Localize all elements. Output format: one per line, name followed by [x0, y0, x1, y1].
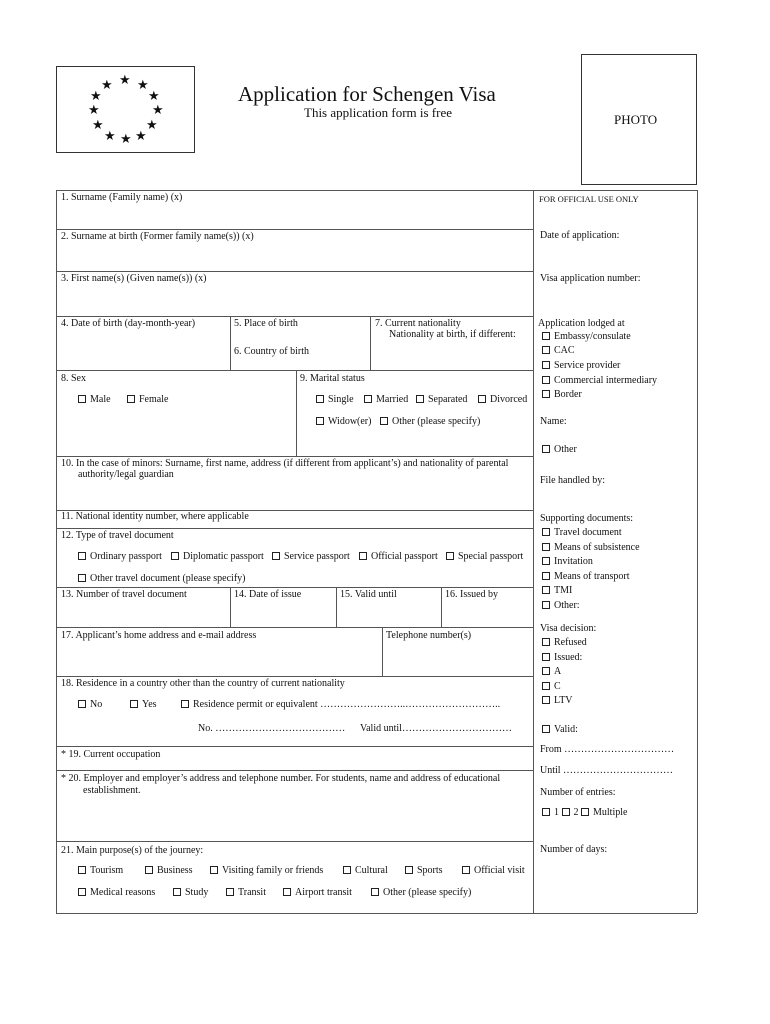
- residence-permit-valid-until[interactable]: Valid until……………………………: [360, 723, 512, 734]
- star-icon: ★: [92, 117, 104, 132]
- purpose-business-option[interactable]: Business: [145, 865, 193, 877]
- checkbox[interactable]: [145, 866, 153, 874]
- decision-ltv-option: LTV: [542, 695, 573, 707]
- checkbox[interactable]: [462, 866, 470, 874]
- checkbox[interactable]: [181, 700, 189, 708]
- field-3-first-names[interactable]: 3. First name(s) (Given name(s)) (x): [61, 273, 207, 284]
- checkbox: [542, 725, 550, 733]
- checkbox: [542, 682, 550, 690]
- checkbox[interactable]: [416, 395, 424, 403]
- checkbox[interactable]: [446, 552, 454, 560]
- residence-permit-number[interactable]: No. …………………………………: [198, 723, 346, 734]
- doc-service-option[interactable]: Service passport: [272, 551, 350, 563]
- star-icon: ★: [135, 128, 147, 143]
- official-supporting-docs: Supporting documents:: [540, 513, 634, 524]
- lodged-service-provider-option: Service provider: [542, 360, 620, 372]
- official-lodged-at: Application lodged at: [538, 318, 625, 329]
- checkbox[interactable]: [78, 700, 86, 708]
- official-visa-number: Visa application number:: [540, 273, 641, 284]
- field-17-home-address[interactable]: 17. Applicant’s home address and e-mail address: [61, 630, 257, 641]
- official-from: From ……………………………: [540, 744, 675, 755]
- checkbox[interactable]: [130, 700, 138, 708]
- checkbox: [542, 572, 550, 580]
- field-17-telephone[interactable]: Telephone number(s): [386, 630, 472, 641]
- checkbox[interactable]: [316, 395, 324, 403]
- sex-male-option[interactable]: Male: [78, 394, 111, 406]
- checkbox[interactable]: [173, 888, 181, 896]
- doc-special-option[interactable]: Special passport: [446, 551, 523, 563]
- field-13-doc-number[interactable]: 13. Number of travel document: [61, 589, 187, 600]
- checkbox: [542, 653, 550, 661]
- checkbox[interactable]: [343, 866, 351, 874]
- field-21-purpose: 21. Main purpose(s) of the journey:: [61, 845, 204, 856]
- checkbox[interactable]: [78, 395, 86, 403]
- star-icon: ★: [148, 88, 160, 103]
- checkbox: [542, 445, 550, 453]
- sex-female-option[interactable]: Female: [127, 394, 168, 406]
- official-number-of-entries: Number of entries:: [540, 787, 616, 798]
- checkbox: [542, 638, 550, 646]
- official-date-of-application: Date of application:: [540, 230, 620, 241]
- purpose-medical-option[interactable]: Medical reasons: [78, 887, 155, 899]
- checkbox[interactable]: [78, 888, 86, 896]
- official-until: Until ……………………………: [540, 765, 674, 776]
- lodged-cac-option: CAC: [542, 345, 575, 357]
- checkbox: [542, 667, 550, 675]
- support-subsistence-option: Means of subsistence: [542, 542, 640, 554]
- checkbox: [542, 696, 550, 704]
- checkbox[interactable]: [78, 552, 86, 560]
- page-title: Application for Schengen Visa: [238, 82, 496, 106]
- checkbox[interactable]: [78, 866, 86, 874]
- field-14-date-of-issue[interactable]: 14. Date of issue: [234, 589, 302, 600]
- star-icon: ★: [90, 88, 102, 103]
- field-18-residence: 18. Residence in a country other than the country of current nationality: [61, 678, 345, 689]
- purpose-study-option[interactable]: Study: [173, 887, 208, 899]
- field-2-surname-at-birth[interactable]: 2. Surname at birth (Former family name(s)) (x): [61, 231, 254, 242]
- doc-ordinary-option[interactable]: Ordinary passport: [78, 551, 162, 563]
- decision-a-option: A: [542, 666, 561, 678]
- lodged-commercial-option: Commercial intermediary: [542, 375, 657, 387]
- checkbox[interactable]: [380, 417, 388, 425]
- checkbox: [542, 543, 550, 551]
- marital-widow-option[interactable]: Widow(er): [316, 416, 371, 428]
- lodged-border-option: Border: [542, 389, 582, 401]
- field-10-minors[interactable]: 10. In the case of minors: Surname, first name, address (if different from applicant’s) and nationality of parental: [61, 458, 509, 469]
- checkbox[interactable]: [364, 395, 372, 403]
- lodged-other-option: Other: [542, 444, 577, 456]
- star-icon: ★: [120, 131, 132, 146]
- checkbox[interactable]: [405, 866, 413, 874]
- star-icon: ★: [119, 72, 131, 87]
- checkbox: [542, 601, 550, 609]
- photo-label: PHOTO: [614, 112, 658, 127]
- eu-flag: [56, 66, 195, 153]
- checkbox: [542, 528, 550, 536]
- checkbox[interactable]: [283, 888, 291, 896]
- checkbox[interactable]: [171, 552, 179, 560]
- checkbox[interactable]: [359, 552, 367, 560]
- support-travel-doc-option: Travel document: [542, 527, 622, 539]
- official-use-header: FOR OFFICIAL USE ONLY: [539, 194, 639, 204]
- field-10-minors-cont: authority/legal guardian: [78, 469, 174, 480]
- support-transport-option: Means of transport: [542, 571, 630, 583]
- star-icon: ★: [101, 77, 113, 92]
- field-16-issued-by[interactable]: 16. Issued by: [445, 589, 499, 600]
- checkbox: [542, 390, 550, 398]
- decision-refused-option: Refused: [542, 637, 587, 649]
- decision-issued-option: Issued:: [542, 652, 582, 664]
- star-icon: ★: [104, 128, 116, 143]
- field-6-country-of-birth[interactable]: 6. Country of birth: [234, 346, 309, 357]
- marital-separated-option[interactable]: Separated: [416, 394, 467, 406]
- checkbox[interactable]: [316, 417, 324, 425]
- field-8-sex: 8. Sex: [61, 373, 86, 384]
- marital-divorced-option[interactable]: Divorced: [478, 394, 527, 406]
- field-5-place-of-birth[interactable]: 5. Place of birth: [234, 318, 298, 329]
- checkbox[interactable]: [127, 395, 135, 403]
- decision-c-option: C: [542, 681, 561, 693]
- official-number-of-days: Number of days:: [540, 844, 608, 855]
- official-visa-decision: Visa decision:: [540, 623, 597, 634]
- checkbox[interactable]: [226, 888, 234, 896]
- field-9-marital-status: 9. Marital status: [300, 373, 365, 384]
- purpose-transit-option[interactable]: Transit: [226, 887, 266, 899]
- photo-box: [581, 54, 697, 185]
- checkbox: [542, 332, 550, 340]
- field-19-occupation[interactable]: * 19. Current occupation: [61, 749, 161, 760]
- field-11-national-id[interactable]: 11. National identity number, where applicable: [61, 511, 249, 522]
- checkbox: [581, 808, 589, 816]
- star-icon: ★: [88, 102, 100, 117]
- doc-diplomatic-option[interactable]: Diplomatic passport: [171, 551, 264, 563]
- checkbox[interactable]: [272, 552, 280, 560]
- checkbox: [542, 361, 550, 369]
- field-7-nationality-at-birth[interactable]: Nationality at birth, if different:: [389, 329, 516, 340]
- checkbox: [542, 586, 550, 594]
- star-icon: ★: [146, 117, 158, 132]
- star-icon: ★: [152, 102, 164, 117]
- checkbox: [542, 346, 550, 354]
- purpose-cultural-option[interactable]: Cultural: [343, 865, 388, 877]
- decision-valid-option: Valid:: [542, 724, 578, 736]
- checkbox[interactable]: [210, 866, 218, 874]
- star-icon: ★: [137, 77, 149, 92]
- field-20-employer[interactable]: * 20. Employer and employer’s address and telephone number. For students, name and address of educational: [61, 773, 501, 784]
- doc-official-option[interactable]: Official passport: [359, 551, 438, 563]
- marital-single-option[interactable]: Single: [316, 394, 354, 406]
- support-tmi-option: TMI: [542, 585, 572, 597]
- support-other-option: Other:: [542, 600, 580, 612]
- field-1-surname[interactable]: 1. Surname (Family name) (x): [61, 192, 183, 203]
- checkbox: [542, 808, 550, 816]
- checkbox[interactable]: [478, 395, 486, 403]
- checkbox: [542, 557, 550, 565]
- field-7-current-nationality[interactable]: 7. Current nationality: [375, 318, 461, 329]
- official-file-handled: File handled by:: [540, 475, 605, 486]
- purpose-official-visit-option[interactable]: Official visit: [462, 865, 525, 877]
- checkbox[interactable]: [78, 574, 86, 582]
- field-12-travel-doc-type: 12. Type of travel document: [61, 530, 174, 541]
- residence-permit-option[interactable]: Residence permit or equivalent ……………………..………………………..: [181, 699, 500, 711]
- support-invitation-option: Invitation: [542, 556, 593, 568]
- purpose-tourism-option[interactable]: Tourism: [78, 865, 123, 877]
- residence-no-option[interactable]: No: [78, 699, 102, 711]
- doc-other-option[interactable]: Other travel document (please specify): [78, 573, 246, 585]
- purpose-airport-transit-option[interactable]: Airport transit: [283, 887, 352, 899]
- marital-other-option[interactable]: Other (please specify): [380, 416, 480, 428]
- checkbox[interactable]: [371, 888, 379, 896]
- field-15-valid-until[interactable]: 15. Valid until: [340, 589, 397, 600]
- purpose-sports-option[interactable]: Sports: [405, 865, 443, 877]
- purpose-other-option[interactable]: Other (please specify): [371, 887, 471, 899]
- marital-married-option[interactable]: Married: [364, 394, 408, 406]
- checkbox: [542, 376, 550, 384]
- checkbox: [562, 808, 570, 816]
- purpose-visiting-option[interactable]: Visiting family or friends: [210, 865, 323, 877]
- residence-yes-option[interactable]: Yes: [130, 699, 157, 711]
- field-20-employer-cont: establishment.: [83, 785, 141, 796]
- page-subtitle: This application form is free: [304, 105, 453, 120]
- field-4-date-of-birth[interactable]: 4. Date of birth (day-month-year): [61, 318, 196, 329]
- lodged-embassy-option: Embassy/consulate: [542, 331, 631, 343]
- entries-options: 1 2 Multiple: [542, 807, 627, 819]
- official-name: Name:: [540, 416, 567, 427]
